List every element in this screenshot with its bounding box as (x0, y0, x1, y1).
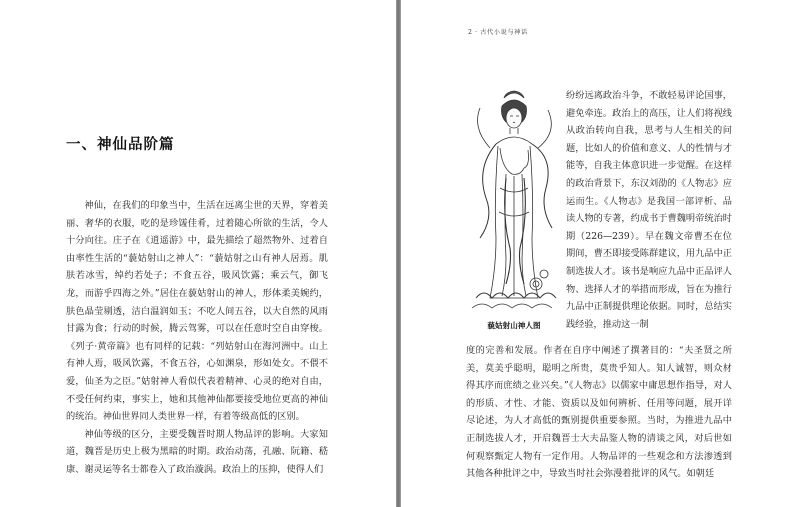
illustration-caption: 藐姑射山神人图 (487, 321, 541, 330)
right-body-text-bottom (466, 342, 732, 483)
right-body-text-top (566, 87, 732, 333)
running-header: 2 · 古代小说与神话 (468, 29, 528, 36)
paragraph: 神仙等级的区分，主要受魏晋时期人物品评的影响。大家知道，魏晋是历史上极为黑暗的时期。政治动荡，孔融、阮籍、嵇康、谢灵运等名士都卷入了政治漩涡。政治上的压抑，使得人们 (66, 428, 328, 475)
paragraph: 神仙，在我们的印象当中，生活在远离尘世的天界，穿着美丽、奢华的衣服，吃的是珍馐佳肴，过着随心所欲的生活，令人十分向往。庄子在《逍遥游》中，最先描绘了超然物外、过着自由率性生活的“藐姑射山之神人”：“藐姑射之山有神人居焉。肌肤若冰雪，绰约若处子；不食五谷，吸风饮露；乘云气，御飞龙，而游乎四海之外。”居住在藐姑射山的神人，形体柔美婉约，肤色晶莹剔透，洁白温润如玉；不吃人间五谷，以大自然的风雨甘露为食；行动的时候，腾云驾雾，可以在任意时空自由穿梭。《列子·黄帝篇》也有同样的记载：“列姑射山在海河洲中。山上有神人焉，吸风饮露，不食五谷，心如渊泉，形如处女。不偎不爱，仙圣为之臣。”姑射神人看似代表着精神、心灵的绝对自由，不受任何约束，事实上，她和其他神仙都要接受地位更高的神仙的统治。神仙世界同人类世界一样，有着等级高低的区别。 (66, 200, 328, 423)
goddess-illustration (466, 88, 562, 314)
chapter-title: 一、神仙品阶篇 (66, 136, 175, 153)
paragraph: 度的完善和发展。作者在自序中阐述了撰著目的：“夫圣贤之所美，莫美乎聪明，聪明之所贵，莫贵乎知人。知人诚智，则众材得其序而庶绩之业兴矣。”《人物志》以儒家中庸思想作指导，对人的形质、才性、才能、资质以及如何辨析、任用等问题，展开详尽论述，为人才高低的甄别提供重要参照。当时，为推进九品中正制选拔人才，开启魏晋士大夫品鉴人物的清谈之风，对后世如何观察甄定人物有一定作用。人物品评的一些观念和方法渗透到其他各种批评之中，导致当时社会弥漫着批评的风气。如朝廷 (466, 345, 732, 480)
paragraph: 纷纷远离政治斗争，不敢轻易评论国事，避免牵连。政治上的高压，让人们将视线从政治转向自我，思考与人生相关的问题，比如人的价值和意义、人的性情与才能等，自我主体意识进一步觉醒。在这样的政治背景下，东汉刘劭的《人物志》应运而生。《人物志》是我国一部评析、品读人物的专著，约成书于曹魏明帝统治时期（226—239）。早在魏文帝曹丕在位期间，曹丕即接受陈群建议，用九品中正制选拔人才。该书是响应九品中正品评人物、选择人才的举措而形成，旨在为推行九品中正制提供理论依据。同时，总结实践经验，推动这一制 (566, 90, 732, 330)
left-body-text (66, 197, 328, 479)
left-page (0, 0, 396, 507)
